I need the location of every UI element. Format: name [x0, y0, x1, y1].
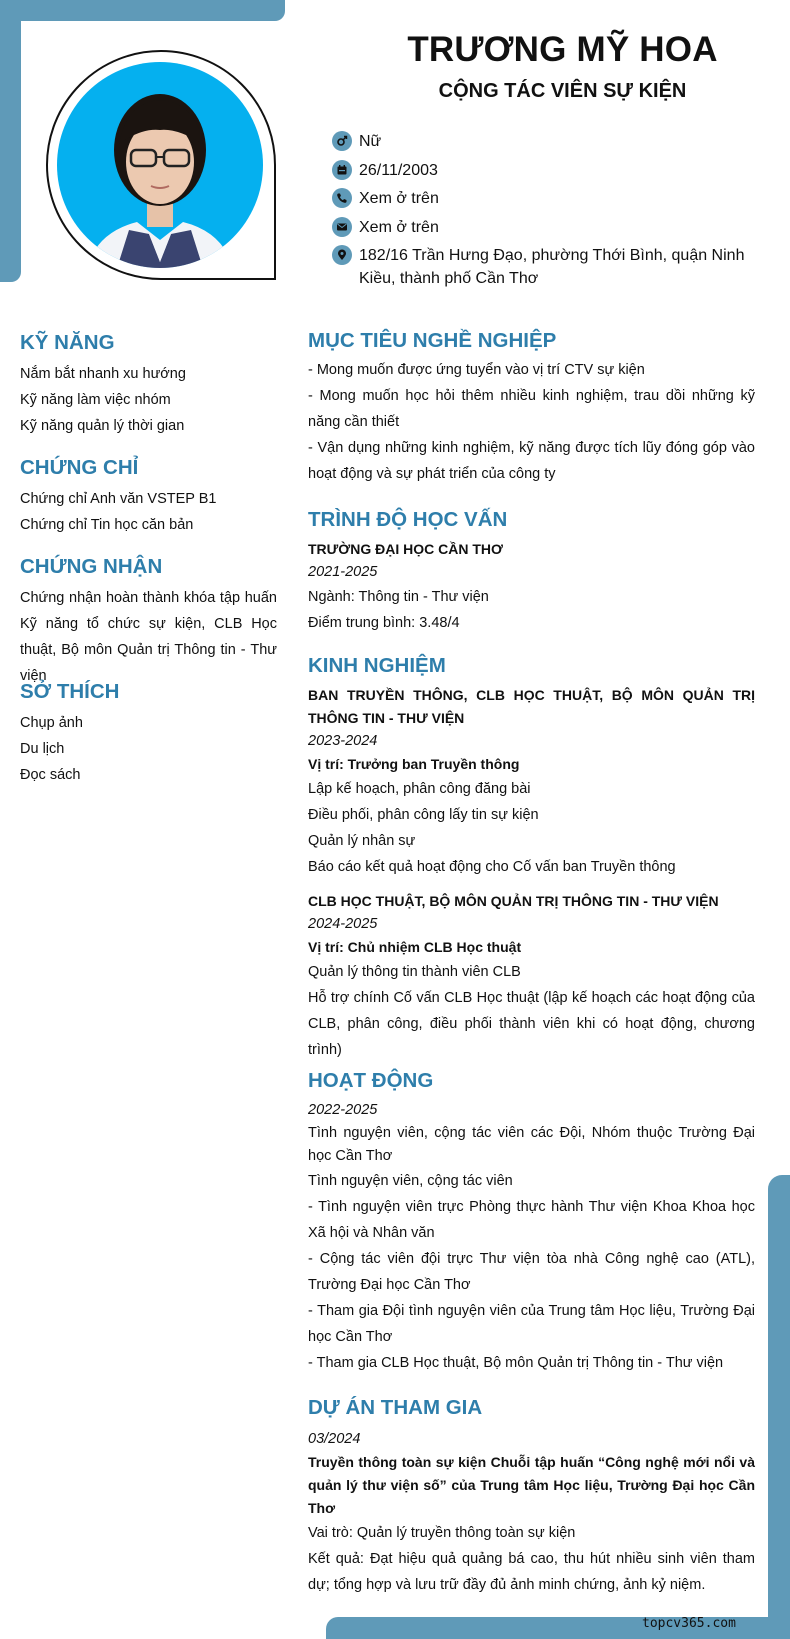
info-address-text: 182/16 Trần Hưng Đạo, phường Thới Bình, quận Ninh Kiều, thành phố Cần Thơ [359, 247, 745, 287]
experience-entry [308, 684, 755, 880]
project-name: Truyền thông toàn sự kiện Chuỗi tập huấn “Công nghệ mới nổi và quản lý thư viện số” của Trung tâm Học liệu, Trường Đại học Cần Thơ [308, 1454, 755, 1516]
activities-title: HOẠT ĐỘNG [308, 1069, 434, 1092]
certificate-item: Chứng chỉ Tin học căn bản [20, 517, 194, 533]
objective-line: - Mong muốn được ứng tuyển vào vị trí CTV sự kiện [308, 362, 645, 378]
activities-period: 2022-2025 [308, 1102, 378, 1118]
frame-bar-top [0, 0, 285, 21]
skill-item: Kỹ năng quản lý thời gian [20, 418, 185, 434]
recognitions-section [20, 555, 277, 689]
info-gender [332, 130, 752, 153]
activities-section [308, 1069, 755, 1376]
info-email [332, 216, 752, 239]
certificates-section [20, 456, 277, 538]
objective-line: - Mong muốn học hỏi thêm nhiều kinh nghiệm, trau dồi những kỹ năng cần thiết [308, 388, 755, 430]
activities-summary: Tình nguyện viên, cộng tác viên các Đội, Nhóm thuộc Trường Đại học Cần Thơ [308, 1125, 755, 1164]
watermark: topcv365.com [642, 1616, 736, 1631]
experience-title: KINH NGHIỆM [308, 654, 446, 677]
recognition-text: Chứng nhận hoàn thành khóa tập huấn Kỹ năng tổ chức sự kiện, CLB Học thuật, Bộ môn Quản trị Thông tin - Thư viện [20, 590, 277, 684]
candidate-role: CỘNG TÁC VIÊN SỰ KIỆN [438, 80, 687, 102]
objective-section [308, 329, 755, 487]
info-address [332, 244, 752, 290]
phone-icon [332, 188, 352, 208]
activities-subtitle: Tình nguyện viên, cộng tác viên [308, 1173, 513, 1189]
info-gender-text: Nữ [359, 133, 382, 150]
experience-duty: Lập kế hoạch, phân công đăng bài [308, 781, 531, 797]
education-gpa: Điểm trung bình: 3.48/4 [308, 615, 460, 631]
education-section [308, 508, 755, 636]
projects-title: DỰ ÁN THAM GIA [308, 1396, 483, 1419]
activity-item: - Tham gia CLB Học thuật, Bộ môn Quản trị Thông tin - Thư viện [308, 1355, 724, 1371]
experience-duty: Quản lý thông tin thành viên CLB [308, 964, 521, 980]
education-major: Ngành: Thông tin - Thư viện [308, 589, 489, 605]
experience-position: Vị trí: Trưởng ban Truyền thông [308, 756, 520, 772]
experience-entry [308, 890, 755, 1063]
skills-section [20, 331, 277, 439]
info-phone-text: Xem ở trên [359, 190, 439, 207]
skill-item: Nắm bắt nhanh xu hướng [20, 366, 186, 382]
certificates-title: CHỨNG CHỈ [20, 456, 139, 479]
skills-title: KỸ NĂNG [20, 331, 115, 354]
hobby-item: Du lịch [20, 741, 65, 757]
experience-duty: Điều phối, phân công lấy tin sự kiện [308, 807, 539, 823]
project-role: Vai trò: Quản lý truyền thông toàn sự kiện [308, 1525, 576, 1541]
info-birthday-text: 26/11/2003 [359, 161, 438, 179]
activity-item: - Tham gia Đội tình nguyện viên của Trung tâm Học liệu, Trường Đại học Cần Thơ [308, 1303, 755, 1345]
hobbies-title: SỞ THÍCH [20, 680, 120, 703]
objective-line: - Vận dụng những kinh nghiệm, kỹ năng được tích lũy đóng góp vào hoạt động và sự phát triển của công ty [308, 440, 755, 482]
contact-info [332, 130, 752, 296]
objective-title: MỤC TIÊU NGHỀ NGHIỆP [308, 329, 557, 352]
experience-duty: Báo cáo kết quả hoạt động cho Cố vấn ban Truyền thông [308, 859, 676, 875]
experience-period: 2023-2024 [308, 733, 378, 749]
certificate-item: Chứng chỉ Anh văn VSTEP B1 [20, 491, 217, 507]
project-period: 03/2024 [308, 1431, 361, 1447]
hobby-item: Chụp ảnh [20, 715, 83, 731]
hobbies-section [20, 680, 277, 788]
projects-section [308, 1396, 755, 1598]
activity-item: - Tình nguyện viên trực Phòng thực hành Thư viện Khoa Khoa học Xã hội và Nhân văn [308, 1199, 755, 1241]
calendar-icon [332, 160, 352, 180]
frame-bar-left [0, 0, 21, 282]
activity-item: - Cộng tác viên đội trực Thư viện tòa nhà Công nghệ cao (ATL), Trường Đại học Cần Thơ [308, 1251, 755, 1293]
education-school: TRƯỜNG ĐẠI HỌC CẦN THƠ [308, 541, 503, 557]
candidate-name: TRƯƠNG MỸ HOA [407, 30, 718, 69]
profile-photo [57, 62, 263, 268]
experience-org: CLB HỌC THUẬT, BỘ MÔN QUẢN TRỊ THÔNG TIN - THƯ VIỆN [308, 893, 719, 909]
project-result: Kết quả: Đạt hiệu quả quảng bá cao, thu hút nhiều sinh viên tham dự; tổng hợp và lưu trữ đầy đủ ảnh minh chứng, ảnh kỷ niệm. [308, 1551, 755, 1593]
experience-section [308, 654, 755, 1063]
education-title: TRÌNH ĐỘ HỌC VẤN [308, 508, 508, 531]
gender-icon [332, 131, 352, 151]
info-birthday [332, 159, 752, 182]
hobby-item: Đọc sách [20, 767, 81, 783]
frame-bar-right [768, 1175, 790, 1639]
experience-org: BAN TRUYỀN THÔNG, CLB HỌC THUẬT, BỘ MÔN QUẢN TRỊ THÔNG TIN - THƯ VIỆN [308, 687, 755, 726]
location-icon [332, 245, 352, 265]
experience-position: Vị trí: Chủ nhiệm CLB Học thuật [308, 939, 522, 955]
skill-item: Kỹ năng làm việc nhóm [20, 392, 171, 408]
experience-duty: Quản lý nhân sự [308, 833, 416, 849]
experience-duty: Hỗ trợ chính Cố vấn CLB Học thuật (lập kế hoạch các hoạt động của CLB, phân công, điều phối thành viên khi có hoạt động, chương trình) [308, 990, 755, 1058]
info-email-text: Xem ở trên [359, 218, 439, 236]
email-icon [332, 217, 352, 237]
education-period: 2021-2025 [308, 564, 378, 580]
experience-period: 2024-2025 [308, 916, 378, 932]
recognitions-title: CHỨNG NHẬN [20, 555, 163, 578]
info-phone [332, 187, 752, 210]
